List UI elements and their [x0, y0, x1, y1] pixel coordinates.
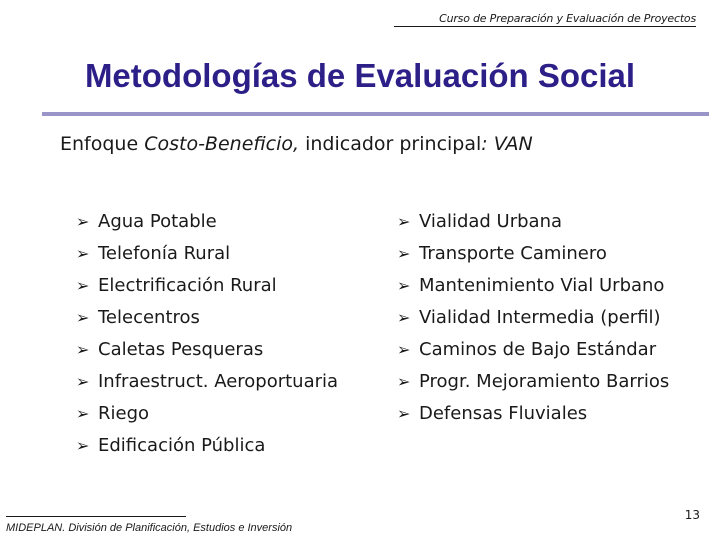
list-item — [76, 430, 338, 462]
right-project-list — [397, 206, 669, 430]
list-item-label: Progr. Mejoramiento Barrios — [419, 371, 670, 392]
list-item-label: Transporte Caminero — [419, 243, 607, 264]
arrow-bullet-icon: ➢ — [397, 276, 411, 295]
list-item — [397, 206, 669, 238]
list-item — [397, 398, 669, 430]
list-item — [76, 238, 338, 270]
arrow-bullet-icon: ➢ — [397, 308, 411, 327]
list-item-label: Vialidad Intermedia (perfil) — [419, 307, 661, 328]
list-item — [397, 302, 669, 334]
title-divider — [42, 112, 709, 116]
left-project-list — [76, 206, 338, 462]
list-item-label: Mantenimiento Vial Urbano — [419, 275, 665, 296]
subtitle-middle: indicador principal — [299, 133, 482, 155]
footer-credit: MIDEPLAN. División de Planificación, Estudios e Inversión — [6, 522, 293, 534]
page-number: 13 — [684, 508, 700, 522]
list-item — [397, 270, 669, 302]
arrow-bullet-icon: ➢ — [76, 372, 90, 391]
arrow-bullet-icon: ➢ — [397, 244, 411, 263]
list-item — [76, 302, 338, 334]
list-item-label: Telecentros — [98, 307, 200, 328]
arrow-bullet-icon: ➢ — [76, 308, 90, 327]
slide-title: Metodologías de Evaluación Social — [84, 57, 636, 94]
list-item — [397, 238, 669, 270]
subtitle-approach: Costo-Beneficio, — [144, 133, 300, 155]
arrow-bullet-icon: ➢ — [397, 212, 411, 231]
list-item — [397, 366, 669, 398]
course-header: Curso de Preparación y Evaluación de Proyectos — [394, 12, 696, 27]
list-item — [76, 398, 338, 430]
arrow-bullet-icon: ➢ — [76, 212, 90, 231]
list-item-label: Caletas Pesqueras — [98, 339, 264, 360]
arrow-bullet-icon: ➢ — [76, 276, 90, 295]
list-item-label: Vialidad Urbana — [419, 211, 563, 232]
list-item-label: Defensas Fluviales — [419, 403, 588, 424]
subtitle-indicator: VAN — [493, 133, 533, 155]
arrow-bullet-icon: ➢ — [397, 404, 411, 423]
subtitle-prefix: Enfoque — [60, 133, 145, 155]
arrow-bullet-icon: ➢ — [397, 372, 411, 391]
arrow-bullet-icon: ➢ — [397, 340, 411, 359]
list-item-label: Caminos de Bajo Estándar — [419, 339, 657, 360]
arrow-bullet-icon: ➢ — [76, 404, 90, 423]
arrow-bullet-icon: ➢ — [76, 244, 90, 263]
list-item — [76, 366, 338, 398]
arrow-bullet-icon: ➢ — [76, 340, 90, 359]
list-item-label: Electrificación Rural — [98, 275, 277, 296]
list-item — [76, 334, 338, 366]
slide-subtitle — [60, 131, 533, 157]
list-item-label: Riego — [98, 403, 150, 424]
list-item-label: Agua Potable — [98, 211, 217, 232]
list-item — [397, 334, 669, 366]
subtitle-colon: : — [481, 133, 494, 155]
list-item-label: Edificación Pública — [98, 435, 266, 456]
list-item — [76, 270, 338, 302]
list-item — [76, 206, 338, 238]
list-item-label: Infraestruct. Aeroportuaria — [98, 371, 339, 392]
arrow-bullet-icon: ➢ — [76, 436, 90, 455]
list-item-label: Telefonía Rural — [98, 243, 231, 264]
footer-divider — [6, 516, 186, 517]
